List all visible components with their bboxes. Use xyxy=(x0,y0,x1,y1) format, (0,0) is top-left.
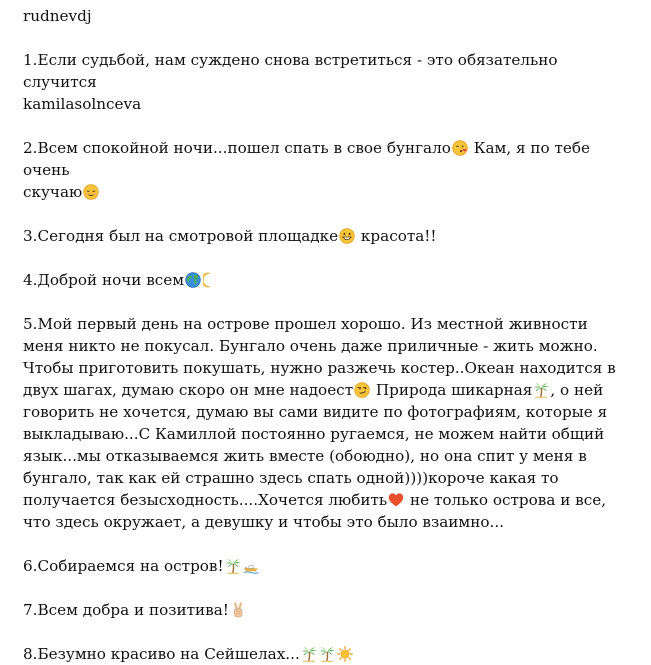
post-8-text: 8.Безумно красиво на Сейшелах... xyxy=(23,645,300,663)
smirking-face-icon xyxy=(354,382,370,398)
palm-tree-icon xyxy=(225,558,241,574)
post-7-text: 7.Всем добра и позитива! xyxy=(23,601,229,619)
relieved-face-icon xyxy=(83,184,99,200)
post-4 xyxy=(23,269,633,291)
post-5-text-4: не только острова и все, что здесь окружает, а девушку и чтобы это было взаимно... xyxy=(23,491,607,531)
post-6-text: 6.Собираемся на остров! xyxy=(23,557,224,575)
post-2-text: 2.Всем спокойной ночи...пошел спать в свое бунгало xyxy=(23,139,451,157)
post-7 xyxy=(23,599,633,621)
post-2 xyxy=(23,137,633,203)
username: rudnevdj xyxy=(23,7,92,25)
post-1-text: 1.Если судьбой, нам суждено снова встретиться - это обязательно случится xyxy=(23,51,558,91)
post-5-text: 5.Мой первый день на острове прошел хорошо. Из местной живности меня никто не покусал. Бунгало очень даже приличные - жить можно. Чтобы приготовить покушать, нужно разжечь костер..Океан находится в двух шагах, думаю скоро он мне надоест xyxy=(23,315,616,399)
post-5 xyxy=(23,313,633,533)
post-2-text-3: скучаю xyxy=(23,183,83,201)
heart-icon xyxy=(388,492,404,508)
post-1 xyxy=(23,49,633,115)
post-8 xyxy=(23,643,633,665)
crescent-moon-icon xyxy=(203,272,219,288)
victory-hand-icon xyxy=(230,602,246,618)
palm-tree-icon xyxy=(301,646,317,662)
globe-icon xyxy=(185,272,201,288)
post-5-text-3: , о ней говорить не хочется, думаю вы сами видите по фотографиям, которые я выкладываю...С Камиллой постоянно ругаемся, не можем найти общий язык...мы отказываемся жить вместе (обоюдно), но она спит у меня в бунгало, так как ей страшно здесь спать одной))))короче какая то получается безысходность....Хочется любить xyxy=(23,381,608,509)
post-5-text-2: Природа шикарная xyxy=(371,381,533,399)
post-1-mention: kamilasolnceva xyxy=(23,95,142,113)
palm-tree-icon xyxy=(533,382,549,398)
post-3 xyxy=(23,225,633,247)
post-2-text-2: Кам, я по тебе очень xyxy=(23,139,591,179)
post-6 xyxy=(23,555,633,577)
speedboat-icon xyxy=(243,558,259,574)
post-3-text-2: красота!! xyxy=(356,227,437,245)
palm-tree-icon xyxy=(319,646,335,662)
post-3-text: 3.Сегодня был на смотровой площадке xyxy=(23,227,339,245)
grinning-face-icon xyxy=(339,228,355,244)
kissing-face-icon xyxy=(452,140,468,156)
posts-list xyxy=(23,5,633,665)
sun-icon xyxy=(337,646,353,662)
post-4-text: 4.Доброй ночи всем xyxy=(23,271,185,289)
